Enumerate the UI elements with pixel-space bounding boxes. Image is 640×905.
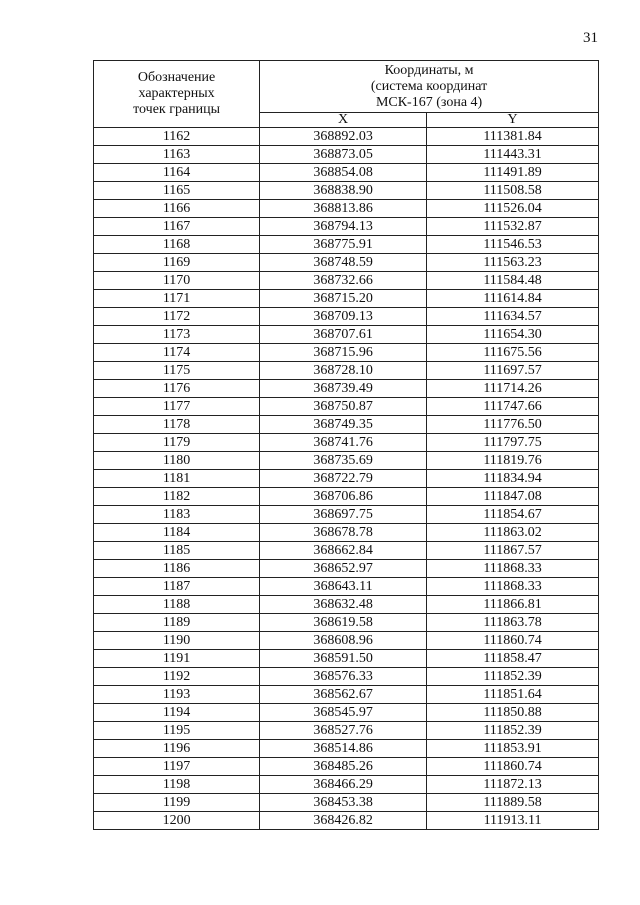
y-coordinate-cell: 111850.88 xyxy=(427,704,599,722)
x-coordinate-cell: 368709.13 xyxy=(260,308,427,326)
y-coordinate-cell: 111634.57 xyxy=(427,308,599,326)
y-coordinate-cell: 111508.58 xyxy=(427,182,599,200)
point-id-cell: 1190 xyxy=(94,632,260,650)
y-coordinate-cell: 111852.39 xyxy=(427,668,599,686)
y-coordinate-cell: 111913.11 xyxy=(427,812,599,830)
point-label-line: характерных xyxy=(138,86,215,101)
y-coordinate-cell: 111852.39 xyxy=(427,722,599,740)
table-body xyxy=(94,128,599,830)
table-row xyxy=(94,758,599,776)
point-id-cell: 1191 xyxy=(94,650,260,668)
y-coordinate-cell: 111697.57 xyxy=(427,362,599,380)
y-coordinate-cell: 111584.48 xyxy=(427,272,599,290)
x-coordinate-cell: 368715.20 xyxy=(260,290,427,308)
table-row xyxy=(94,776,599,794)
x-coordinate-cell: 368608.96 xyxy=(260,632,427,650)
x-coordinate-cell: 368741.76 xyxy=(260,434,427,452)
table-row xyxy=(94,290,599,308)
x-coordinate-cell: 368591.50 xyxy=(260,650,427,668)
y-coordinate-cell: 111491.89 xyxy=(427,164,599,182)
y-coordinate-cell: 111863.78 xyxy=(427,614,599,632)
point-id-cell: 1163 xyxy=(94,146,260,164)
x-coordinate-cell: 368453.38 xyxy=(260,794,427,812)
point-id-cell: 1178 xyxy=(94,416,260,434)
table-row xyxy=(94,506,599,524)
table-row xyxy=(94,614,599,632)
table-row xyxy=(94,740,599,758)
point-id-cell: 1179 xyxy=(94,434,260,452)
table-row xyxy=(94,560,599,578)
x-coordinate-cell: 368707.61 xyxy=(260,326,427,344)
x-coordinate-cell: 368732.66 xyxy=(260,272,427,290)
x-coordinate-cell: 368562.67 xyxy=(260,686,427,704)
table-row xyxy=(94,794,599,812)
table-row xyxy=(94,668,599,686)
table-row xyxy=(94,722,599,740)
x-coordinate-cell: 368527.76 xyxy=(260,722,427,740)
x-coordinate-cell: 368466.29 xyxy=(260,776,427,794)
x-coordinate-cell: 368426.82 xyxy=(260,812,427,830)
table-row xyxy=(94,218,599,236)
point-id-cell: 1185 xyxy=(94,542,260,560)
y-column-header: Y xyxy=(427,113,599,128)
y-coordinate-cell: 111776.50 xyxy=(427,416,599,434)
table-row xyxy=(94,272,599,290)
point-id-cell: 1180 xyxy=(94,452,260,470)
point-id-cell: 1192 xyxy=(94,668,260,686)
coords-label-line: Координаты, м xyxy=(384,62,474,78)
point-id-cell: 1198 xyxy=(94,776,260,794)
y-coordinate-cell: 111654.30 xyxy=(427,326,599,344)
coords-label-line: МСК-167 (зона 4) xyxy=(375,94,483,110)
table-row xyxy=(94,128,599,146)
y-coordinate-cell: 111858.47 xyxy=(427,650,599,668)
point-label-line: Обозначение xyxy=(137,70,216,85)
table-row xyxy=(94,236,599,254)
page-number: 31 xyxy=(583,30,598,46)
point-id-cell: 1184 xyxy=(94,524,260,542)
point-id-cell: 1182 xyxy=(94,488,260,506)
x-coordinate-cell: 368739.49 xyxy=(260,380,427,398)
x-coordinate-cell: 368750.87 xyxy=(260,398,427,416)
table-row xyxy=(94,452,599,470)
table-row xyxy=(94,488,599,506)
y-coordinate-cell: 111563.23 xyxy=(427,254,599,272)
point-id-cell: 1195 xyxy=(94,722,260,740)
y-coordinate-cell: 111443.31 xyxy=(427,146,599,164)
coordinates-header xyxy=(260,61,599,113)
y-coordinate-cell: 111381.84 xyxy=(427,128,599,146)
y-coordinate-cell: 111819.76 xyxy=(427,452,599,470)
y-coordinate-cell: 111797.75 xyxy=(427,434,599,452)
table-row xyxy=(94,398,599,416)
table-row xyxy=(94,200,599,218)
y-coordinate-cell: 111546.53 xyxy=(427,236,599,254)
table-row xyxy=(94,164,599,182)
point-id-cell: 1194 xyxy=(94,704,260,722)
y-coordinate-cell: 111860.74 xyxy=(427,632,599,650)
y-coordinate-cell: 111853.91 xyxy=(427,740,599,758)
point-id-cell: 1196 xyxy=(94,740,260,758)
x-column-header: X xyxy=(260,113,427,128)
y-coordinate-cell: 111854.67 xyxy=(427,506,599,524)
point-id-cell: 1176 xyxy=(94,380,260,398)
x-coordinate-cell: 368678.78 xyxy=(260,524,427,542)
table-row xyxy=(94,812,599,830)
y-coordinate-cell: 111526.04 xyxy=(427,200,599,218)
x-coordinate-cell: 368619.58 xyxy=(260,614,427,632)
table-row xyxy=(94,380,599,398)
table-row xyxy=(94,182,599,200)
point-label-line: точек границы xyxy=(133,102,221,117)
coords-label-line: (система координат xyxy=(370,78,488,94)
coordinates-table xyxy=(93,60,599,830)
x-coordinate-cell: 368728.10 xyxy=(260,362,427,380)
x-coordinate-cell: 368735.69 xyxy=(260,452,427,470)
point-id-cell: 1166 xyxy=(94,200,260,218)
point-id-cell: 1165 xyxy=(94,182,260,200)
x-coordinate-cell: 368722.79 xyxy=(260,470,427,488)
x-coordinate-cell: 368813.86 xyxy=(260,200,427,218)
table-row xyxy=(94,578,599,596)
point-id-cell: 1169 xyxy=(94,254,260,272)
table-row xyxy=(94,596,599,614)
y-coordinate-cell: 111675.56 xyxy=(427,344,599,362)
y-coordinate-cell: 111614.84 xyxy=(427,290,599,308)
point-id-cell: 1200 xyxy=(94,812,260,830)
y-coordinate-cell: 111860.74 xyxy=(427,758,599,776)
table-row xyxy=(94,434,599,452)
y-coordinate-cell: 111532.87 xyxy=(427,218,599,236)
y-coordinate-cell: 111851.64 xyxy=(427,686,599,704)
table-row xyxy=(94,254,599,272)
point-id-cell: 1164 xyxy=(94,164,260,182)
y-coordinate-cell: 111847.08 xyxy=(427,488,599,506)
point-label-header xyxy=(94,61,260,128)
x-coordinate-cell: 368748.59 xyxy=(260,254,427,272)
y-coordinate-cell: 111872.13 xyxy=(427,776,599,794)
table-row xyxy=(94,704,599,722)
point-id-cell: 1174 xyxy=(94,344,260,362)
x-coordinate-cell: 368775.91 xyxy=(260,236,427,254)
x-coordinate-cell: 368514.86 xyxy=(260,740,427,758)
x-coordinate-cell: 368697.75 xyxy=(260,506,427,524)
y-coordinate-cell: 111834.94 xyxy=(427,470,599,488)
point-id-cell: 1199 xyxy=(94,794,260,812)
table-row xyxy=(94,362,599,380)
point-id-cell: 1171 xyxy=(94,290,260,308)
x-coordinate-cell: 368545.97 xyxy=(260,704,427,722)
y-coordinate-cell: 111868.33 xyxy=(427,578,599,596)
table-row xyxy=(94,146,599,164)
point-id-cell: 1173 xyxy=(94,326,260,344)
y-coordinate-cell: 111868.33 xyxy=(427,560,599,578)
y-coordinate-cell: 111714.26 xyxy=(427,380,599,398)
x-coordinate-cell: 368892.03 xyxy=(260,128,427,146)
table-row xyxy=(94,524,599,542)
header-row-top xyxy=(94,61,599,113)
table-row xyxy=(94,686,599,704)
x-coordinate-cell: 368643.11 xyxy=(260,578,427,596)
x-coordinate-cell: 368838.90 xyxy=(260,182,427,200)
table-row xyxy=(94,542,599,560)
x-coordinate-cell: 368632.48 xyxy=(260,596,427,614)
table-row xyxy=(94,326,599,344)
x-coordinate-cell: 368652.97 xyxy=(260,560,427,578)
point-id-cell: 1193 xyxy=(94,686,260,704)
point-id-cell: 1177 xyxy=(94,398,260,416)
x-coordinate-cell: 368576.33 xyxy=(260,668,427,686)
y-coordinate-cell: 111863.02 xyxy=(427,524,599,542)
point-id-cell: 1187 xyxy=(94,578,260,596)
point-id-cell: 1186 xyxy=(94,560,260,578)
point-id-cell: 1175 xyxy=(94,362,260,380)
x-coordinate-cell: 368485.26 xyxy=(260,758,427,776)
x-coordinate-cell: 368854.08 xyxy=(260,164,427,182)
table-row xyxy=(94,308,599,326)
x-coordinate-cell: 368715.96 xyxy=(260,344,427,362)
x-coordinate-cell: 368873.05 xyxy=(260,146,427,164)
table-header xyxy=(94,61,599,128)
y-coordinate-cell: 111867.57 xyxy=(427,542,599,560)
point-id-cell: 1197 xyxy=(94,758,260,776)
table-row xyxy=(94,344,599,362)
point-id-cell: 1162 xyxy=(94,128,260,146)
x-coordinate-cell: 368749.35 xyxy=(260,416,427,434)
table-row xyxy=(94,632,599,650)
x-coordinate-cell: 368794.13 xyxy=(260,218,427,236)
point-id-cell: 1168 xyxy=(94,236,260,254)
point-id-cell: 1170 xyxy=(94,272,260,290)
y-coordinate-cell: 111866.81 xyxy=(427,596,599,614)
x-coordinate-cell: 368662.84 xyxy=(260,542,427,560)
point-id-cell: 1172 xyxy=(94,308,260,326)
point-id-cell: 1181 xyxy=(94,470,260,488)
point-id-cell: 1167 xyxy=(94,218,260,236)
table-row xyxy=(94,650,599,668)
point-id-cell: 1189 xyxy=(94,614,260,632)
y-coordinate-cell: 111747.66 xyxy=(427,398,599,416)
table-row xyxy=(94,470,599,488)
point-id-cell: 1183 xyxy=(94,506,260,524)
point-id-cell: 1188 xyxy=(94,596,260,614)
x-coordinate-cell: 368706.86 xyxy=(260,488,427,506)
y-coordinate-cell: 111889.58 xyxy=(427,794,599,812)
table-row xyxy=(94,416,599,434)
